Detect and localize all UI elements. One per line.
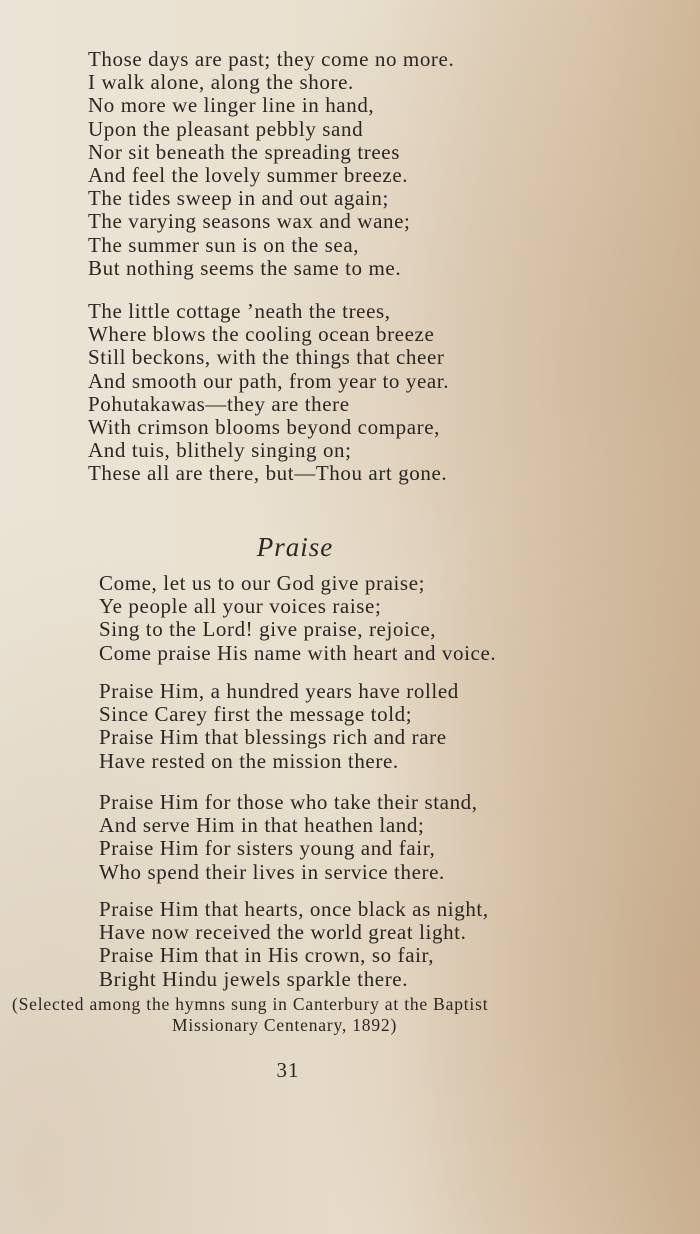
verse-line: Have now received the world great light. (99, 920, 467, 945)
verse-line: Come praise His name with heart and voice. (99, 640, 497, 665)
verse-line: No more we linger line in hand, (88, 93, 375, 118)
poem-stanza-2 (88, 300, 449, 486)
verse-line: Praise Him for sisters young and fair, (99, 836, 436, 861)
verse-line: I walk alone, along the shore. (88, 70, 354, 95)
verse-line: Ye people all your voices raise; (99, 594, 382, 619)
verse-line: The tides sweep in and out again; (88, 186, 389, 211)
praise-stanza-1 (99, 572, 496, 665)
verse-line: These all are there, but—Thou art gone. (88, 461, 448, 486)
verse-line: With crimson blooms beyond compare, (88, 415, 441, 440)
verse-line: Still beckons, with the things that cheer (88, 345, 445, 370)
poem-title-praise: Praise (256, 532, 334, 562)
source-note-line: Missionary Centenary, 1892) (172, 1015, 398, 1035)
verse-line: The summer sun is on the sea, (88, 232, 360, 257)
verse-line: The little cottage ’neath the trees, (88, 299, 391, 323)
verse-line: Praise Him that hearts, once black as night, (99, 897, 489, 921)
verse-line: Bright Hindu jewels sparkle there. (99, 966, 409, 991)
source-note (12, 994, 488, 1036)
source-note-line: (Selected among the hymns sung in Canterbury at the Baptist (12, 994, 489, 1014)
verse-line: Since Carey first the message told; (99, 702, 413, 727)
verse-line: Praise Him that in His crown, so fair, (99, 943, 435, 968)
poem-stanza-1 (88, 48, 454, 280)
praise-stanza-2 (99, 680, 459, 773)
verse-line: Pohutakawas—they are there (88, 391, 350, 416)
verse-line: The varying seasons wax and wane; (88, 209, 411, 234)
verse-line: And smooth our path, from year to year. (88, 368, 450, 393)
verse-line: Praise Him that blessings rich and rare (99, 725, 447, 750)
verse-line: Upon the pleasant pebbly sand (88, 116, 364, 141)
verse-line: Praise Him for those who take their stand, (99, 790, 478, 814)
verse-line: Where blows the cooling ocean breeze (88, 322, 435, 347)
verse-line: Those days are past; they come no more. (88, 47, 455, 71)
verse-line: And feel the lovely summer breeze. (88, 163, 409, 188)
page-number: 31 (276, 1058, 300, 1082)
verse-line: Have rested on the mission there. (99, 748, 399, 773)
verse-line: But nothing seems the same to me. (88, 255, 402, 280)
praise-stanza-4 (99, 898, 489, 991)
verse-line: Praise Him, a hundred years have rolled (99, 679, 459, 703)
verse-line: And tuis, blithely singing on; (88, 438, 352, 463)
verse-line: Sing to the Lord! give praise, rejoice, (99, 617, 437, 642)
verse-line: Nor sit beneath the spreading trees (88, 139, 400, 164)
praise-stanza-3 (99, 791, 478, 884)
verse-line: Come, let us to our God give praise; (99, 571, 426, 595)
verse-line: And serve Him in that heathen land; (99, 813, 425, 838)
verse-line: Who spend their lives in service there. (99, 859, 445, 884)
